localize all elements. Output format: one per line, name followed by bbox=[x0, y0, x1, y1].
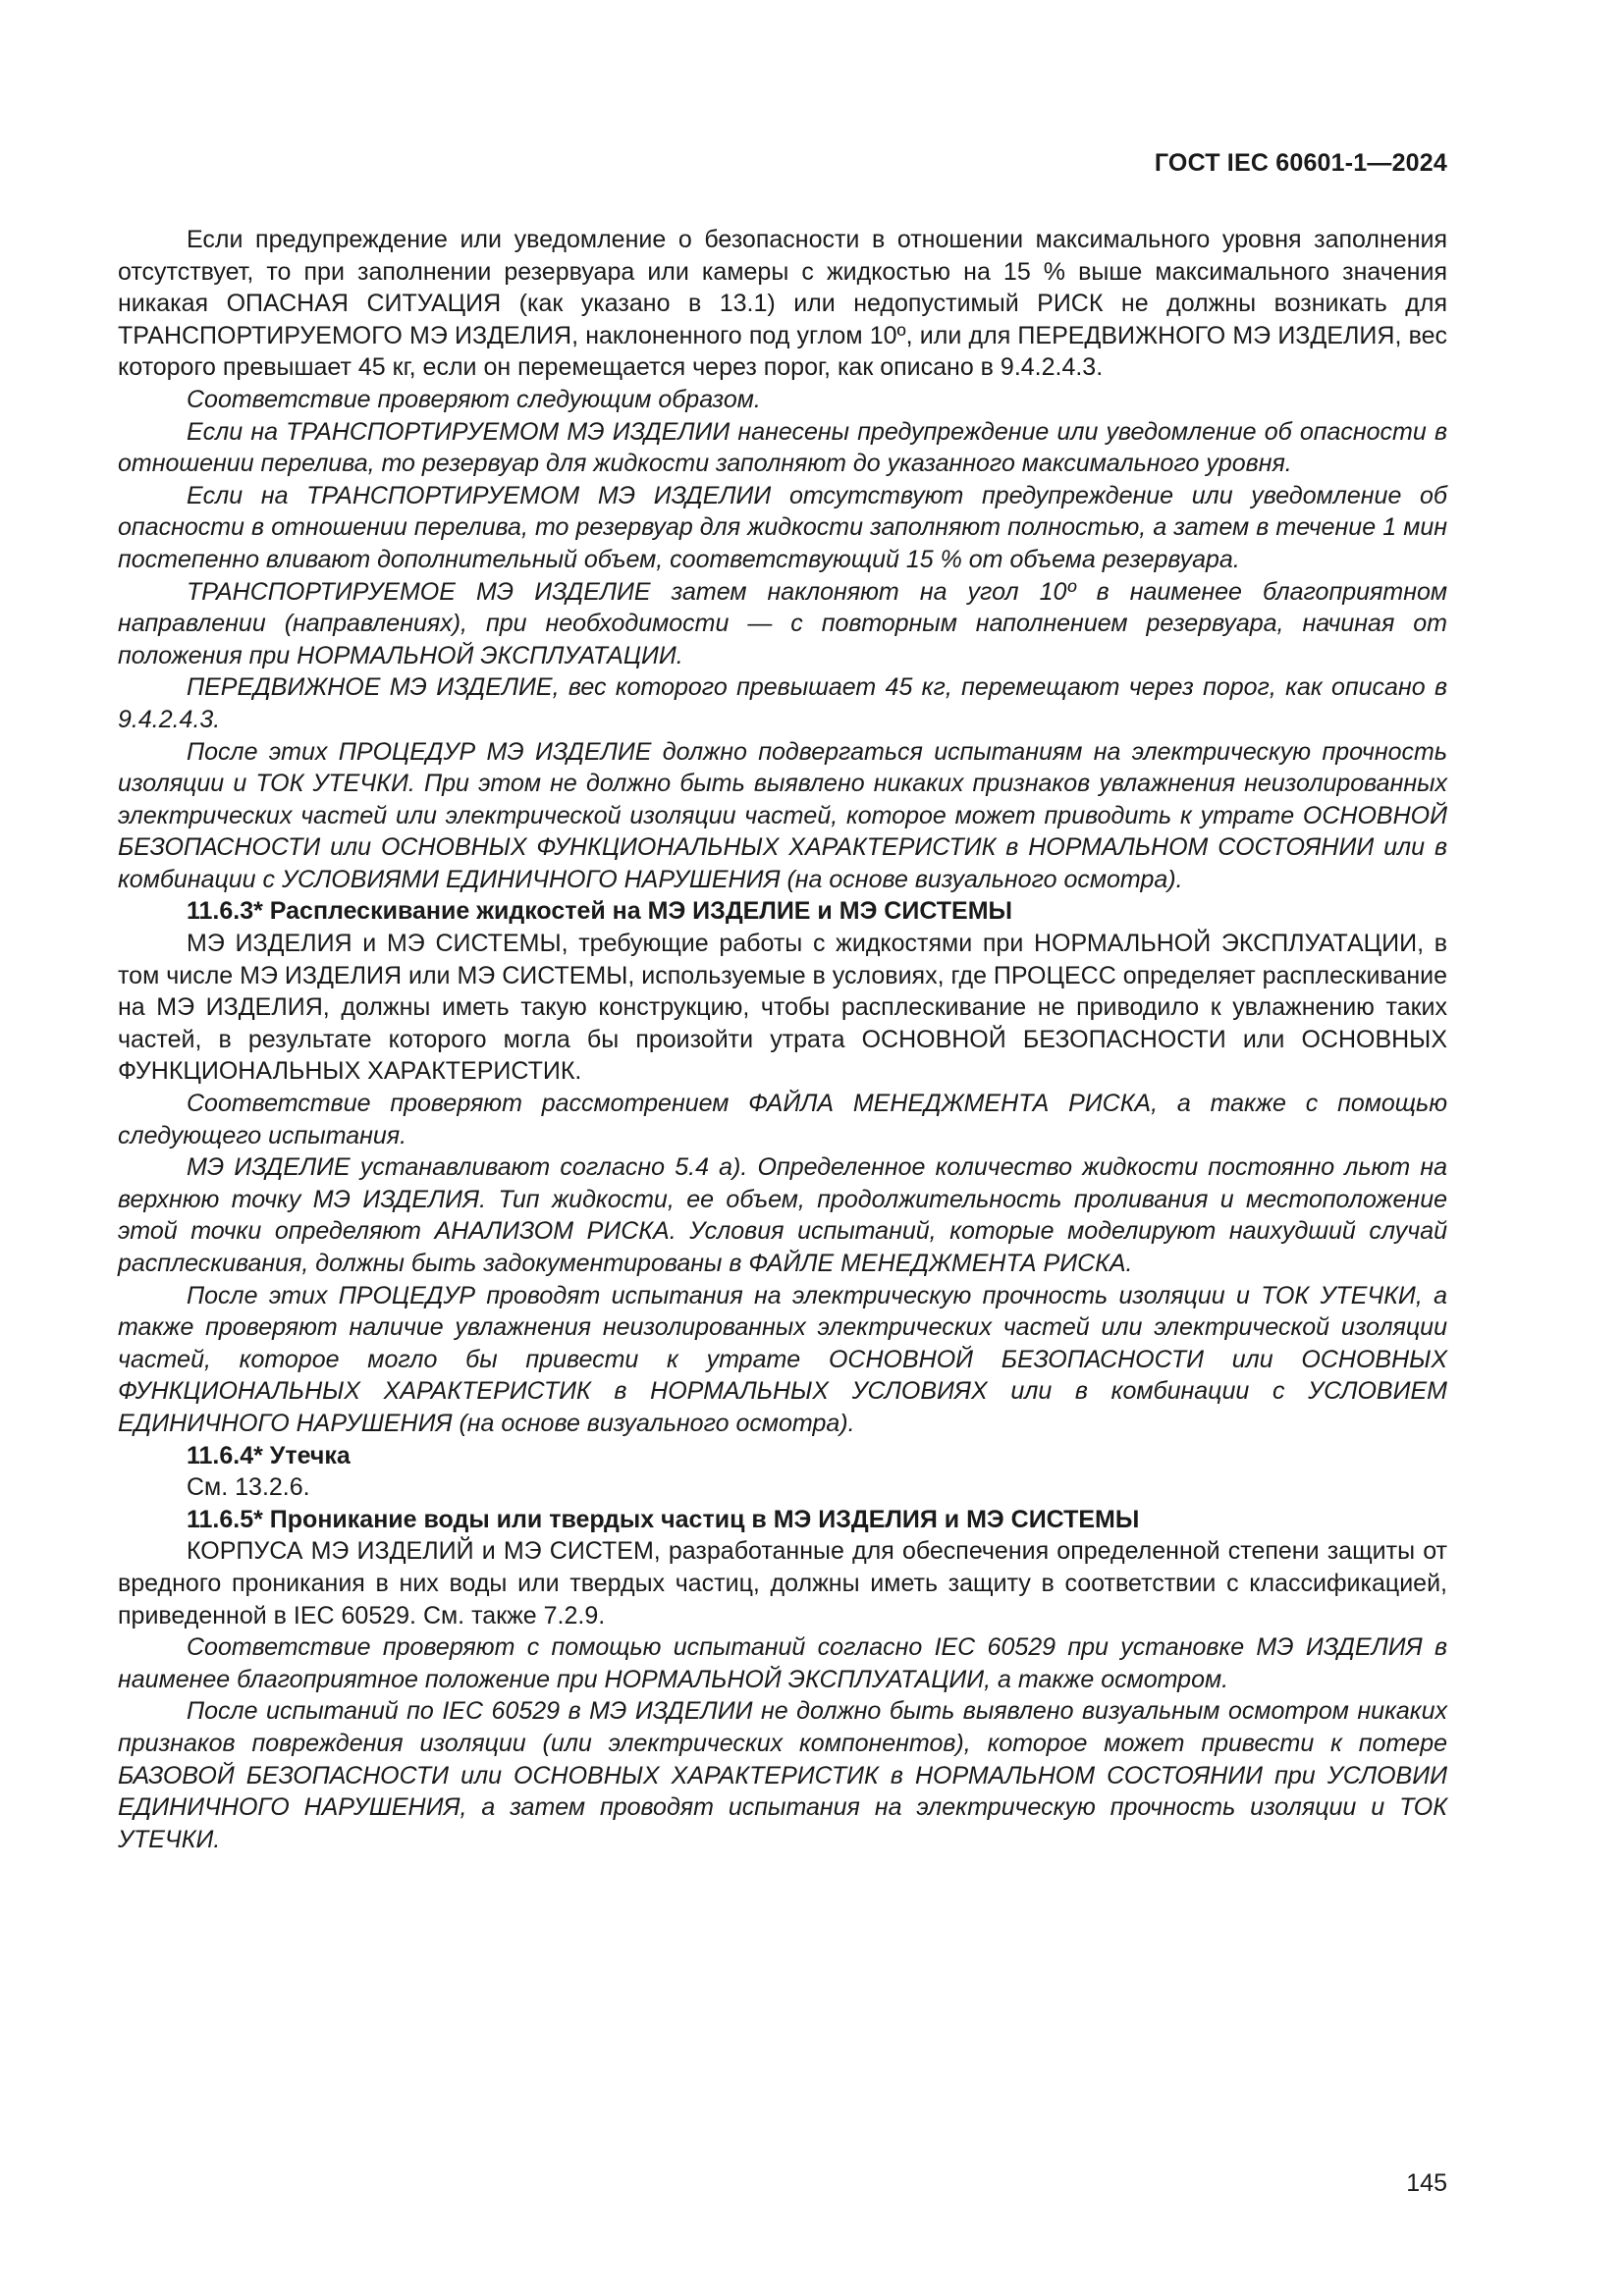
compliance-paragraph: Если на ТРАНСПОРТИРУЕМОМ МЭ ИЗДЕЛИИ нанесены предупреждение или уведомление об опасности в отношении перелива, то резервуар для жидкости заполняют до указанного максимального уровня. bbox=[118, 417, 1447, 478]
compliance-paragraph: После испытаний по IEC 60529 в МЭ ИЗДЕЛИИ не должно быть выявлено визуальным осмотром никаких признаков повреждения изоляции (или электрических компонентов), которое может привести к потере БАЗОВОЙ БЕЗОПАСНОСТИ или ОСНОВНЫХ ХАРАКТЕРИСТИК в НОРМАЛЬНОМ СОСТОЯНИИ при УСЛОВИИ ЕДИНИЧНОГО НАРУШЕНИЯ, а затем проводят испытания на электрическую прочность изоляции и ТОК УТЕЧКИ. bbox=[118, 1697, 1447, 1853]
section-heading-11-6-4: 11.6.4* Утечка bbox=[187, 1441, 351, 1469]
compliance-paragraph: После этих ПРОЦЕДУР проводят испытания на электрическую прочность изоляции и ТОК УТЕЧКИ, а также проверяют наличие увлажнения неизолированных электрических частей или электрической изоляции частей, которое могло бы привести к утрате ОСНОВНОЙ БЕЗОПАСНОСТИ или ОСНОВНЫХ ФУНКЦИОНАЛЬНЫХ ХАРАКТЕРИСТИК в НОРМАЛЬНЫХ УСЛОВИЯХ или в комбинации с УСЛОВИЕМ ЕДИНИЧНОГО НАРУШЕНИЯ (на основе визуального осмотра). bbox=[118, 1281, 1447, 1437]
page-number: 145 bbox=[1406, 2169, 1447, 2197]
body-paragraph: КОРПУСА МЭ ИЗДЕЛИЙ и МЭ СИСТЕМ, разработанные для обеспечения определенной степени защиты от вредного проникания в них воды или твердых частиц, должны иметь защиту в соответствии с классификацией, приведенной в IEC 60529. См. также 7.2.9. bbox=[118, 1537, 1447, 1629]
body-paragraph: Если предупреждение или уведомление о безопасности в отношении максимального уровня заполнения отсутствует, то при заполнении резервуара или камеры с жидкостью на 15 % выше максимального значения никакая ОПАСНАЯ СИТУАЦИЯ (как указано в 13.1) или недопустимый РИСК не должны возникать для ТРАНСПОРТИРУЕМОГО МЭ ИЗДЕЛИЯ, наклоненного под углом 10º, или для ПЕРЕДВИЖНОГО МЭ ИЗДЕЛИЯ, вес которого превышает 45 кг, если он перемещается через порог, как описано в 9.4.2.4.3. bbox=[118, 226, 1447, 382]
document-header: ГОСТ IEC 60601-1—2024 bbox=[1154, 149, 1447, 177]
body-paragraph: МЭ ИЗДЕЛИЯ и МЭ СИСТЕМЫ, требующие работы с жидкостями при НОРМАЛЬНОЙ ЭКСПЛУАТАЦИИ, в том числе МЭ ИЗДЕЛИЯ или МЭ СИСТЕМЫ, используемые в условиях, где ПРОЦЕСС определяет расплескивание на МЭ ИЗДЕЛИЯ, должны иметь такую конструкцию, чтобы расплескивание не приводило к увлажнению таких частей, в результате которого могла бы произойти утрата ОСНОВНОЙ БЕЗОПАСНОСТИ или ОСНОВНЫХ ФУНКЦИОНАЛЬНЫХ ХАРАКТЕРИСТИК. bbox=[118, 930, 1447, 1086]
section-heading-11-6-3: 11.6.3* Расплескивание жидкостей на МЭ ИЗДЕЛИЕ и МЭ СИСТЕМЫ bbox=[187, 897, 1013, 926]
compliance-paragraph: ТРАНСПОРТИРУЕМОЕ МЭ ИЗДЕЛИЕ затем наклоняют на угол 10º в наименее благоприятном направлении (направлениях), при необходимости — с повторным наполнением резервуара, начиная от положения при НОРМАЛЬНОЙ ЭКСПЛУАТАЦИИ. bbox=[118, 577, 1447, 669]
compliance-paragraph: Соответствие проверяют с помощью испытаний согласно IEC 60529 при установке МЭ ИЗДЕЛИЯ в наименее благоприятное положение при НОРМАЛЬНОЙ ЭКСПЛУАТАЦИИ, а также осмотром. bbox=[118, 1633, 1447, 1693]
compliance-paragraph: После этих ПРОЦЕДУР МЭ ИЗДЕЛИЕ должно подвергаться испытаниям на электрическую прочность изоляции и ТОК УТЕЧКИ. При этом не должно быть выявлено никаких признаков увлажнения неизолированных электрических частей или электрической изоляции частей, которое может приводить к утрате ОСНОВНОЙ БЕЗОПАСНОСТИ или ОСНОВНЫХ ФУНКЦИОНАЛЬНЫХ ХАРАКТЕРИСТИК в НОРМАЛЬНОМ СОСТОЯНИИ или в комбинации с УСЛОВИЯМИ ЕДИНИЧНОГО НАРУШЕНИЯ (на основе визуального осмотра). bbox=[118, 737, 1447, 893]
compliance-paragraph: ПЕРЕДВИЖНОЕ МЭ ИЗДЕЛИЕ, вес которого превышает 45 кг, перемещают через порог, как описано в 9.4.2.4.3. bbox=[118, 673, 1447, 733]
compliance-paragraph: Соответствие проверяют следующим образом. bbox=[187, 385, 761, 413]
body-paragraph: См. 13.2.6. bbox=[187, 1473, 310, 1502]
section-heading-11-6-5: 11.6.5* Проникание воды или твердых частиц в МЭ ИЗДЕЛИЯ и МЭ СИСТЕМЫ bbox=[187, 1505, 1140, 1533]
compliance-paragraph: Если на ТРАНСПОРТИРУЕМОМ МЭ ИЗДЕЛИИ отсутствуют предупреждение или уведомление об опасности в отношении перелива, то резервуар для жидкости заполняют полностью, а затем в течение 1 мин постепенно вливают дополнительный объем, соответствующий 15 % от объема резервуара. bbox=[118, 481, 1447, 573]
compliance-paragraph: Соответствие проверяют рассмотрением ФАЙЛА МЕНЕДЖМЕНТА РИСКА, а также с помощью следующего испытания. bbox=[118, 1090, 1447, 1149]
document-body bbox=[118, 224, 1447, 1855]
compliance-paragraph: МЭ ИЗДЕЛИЕ устанавливают согласно 5.4 а). Определенное количество жидкости постоянно льют на верхнюю точку МЭ ИЗДЕЛИЯ. Тип жидкости, ее объем, продолжительность проливания и местоположение этой точки определяют АНАЛИЗОМ РИСКА. Условия испытаний, которые моделируют наихудший случай расплескивания, должны быть задокументированы в ФАЙЛЕ МЕНЕДЖМЕНТА РИСКА. bbox=[118, 1153, 1447, 1277]
